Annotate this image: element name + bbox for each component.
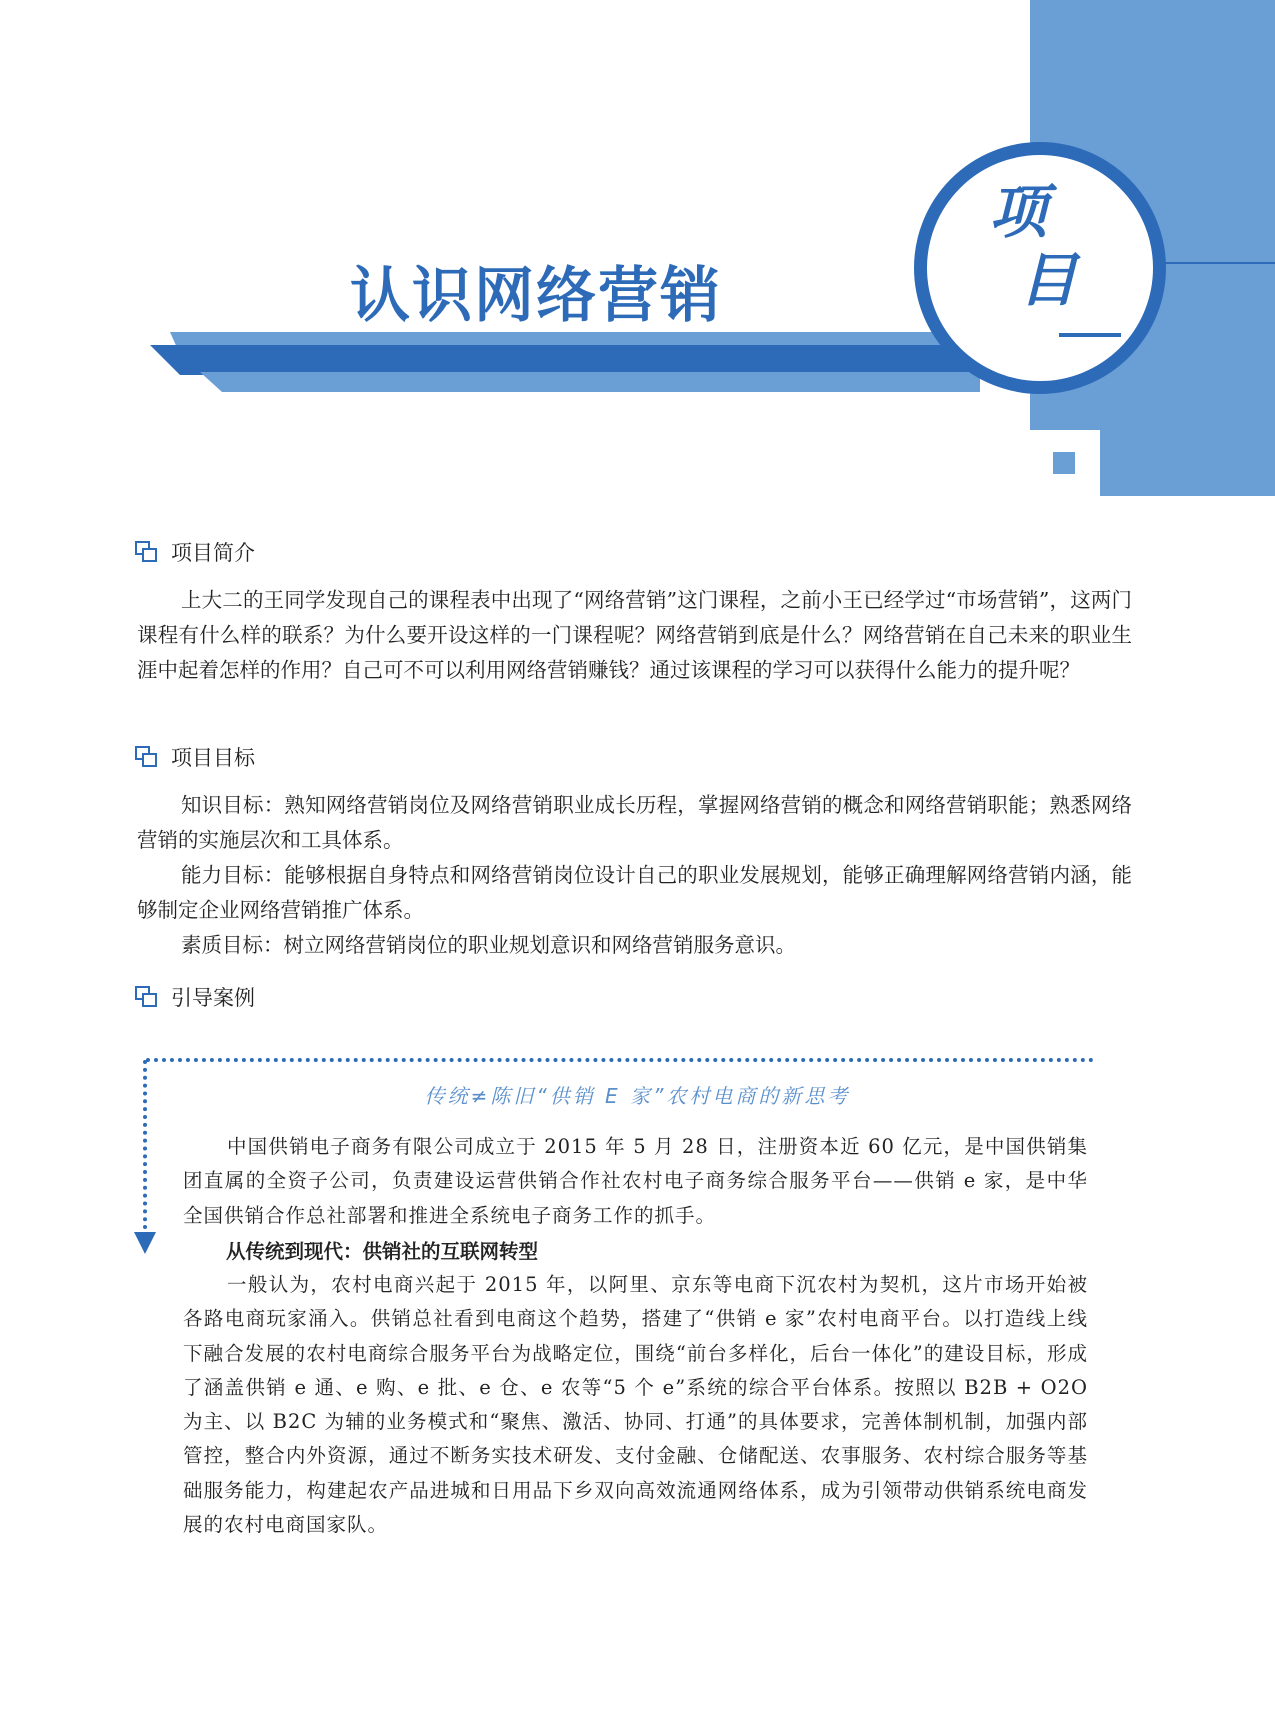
case-paragraph-1: 中国供销电子商务有限公司成立于 2015 年 5 月 28 日，注册资本近 60 亿元，是中国供销集团直属的全资子公司，负责建设运营供销合作社农村电子商务综合服务平台——供销 e 家，是中华全国供销合作总社部署和推进全系统电子商务工作的抓手。 [183, 1135, 1088, 1227]
goal-knowledge: 知识目标：熟知网络营销岗位及网络营销职业成长历程，掌握网络营销的概念和网络营销职能；熟悉网络营销的实施层次和工具体系。 [137, 793, 1132, 852]
header-right-band-lower [1100, 430, 1275, 496]
project-badge [914, 142, 1166, 394]
badge-number [1059, 333, 1121, 337]
case-subheading: 从传统到现代：供销社的互联网转型 [226, 1240, 539, 1263]
section-heading-intro [135, 537, 255, 567]
section-title: 项目目标 [171, 746, 255, 770]
badge-text-1: 项 [989, 178, 1048, 246]
case-title: 传统≠陈旧“供销 E 家”农村电商的新思考 [424, 1084, 851, 1108]
case-paragraph-2: 一般认为，农村电商兴起于 2015 年，以阿里、京东等电商下沉农村为契机，这片市场开始被各路电商玩家涌入。供销总社看到电商这个趋势，搭建了“供销 e 家”农村电商平台。以打造线上线下融合发展的农村电商综合服务平台为战略定位，围绕“前台多样化，后台一体化”的建设目标，形成了涵盖供销 e 通、e 购、e 批、e 仓、e 农等“5 个 e”系统的综合平台体系。按照以 B2B + O2O 为主、以 B2C 为辅的业务模式和“聚焦、激活、协同、打通”的具体要求，完善体制机制，加强内部管控，整合内外资源，通过不断务实技术研发、支付金融、仓储配送、农事服务、农村综合服务等基础服务能力，构建起农产品进城和日用品下乡双向高效流通网络体系，成为引领带动供销系统电商发展的农村电商国家队。 [183, 1273, 1088, 1537]
section-icon [135, 746, 159, 768]
section-title: 引导案例 [171, 986, 255, 1010]
section-icon [135, 986, 159, 1008]
decorative-square [1053, 452, 1075, 474]
goal-quality: 素质目标：树立网络营销岗位的职业规划意识和网络营销服务意识。 [181, 933, 796, 957]
section-title: 项目简介 [171, 541, 255, 565]
section-heading-case [135, 982, 255, 1012]
section-heading-goals [135, 742, 255, 772]
case-border-top [146, 1058, 1094, 1062]
goal-ability: 能力目标：能够根据自身特点和网络营销岗位设计自己的职业发展规划，能够正确理解网络营销内涵，能够制定企业网络营销推广体系。 [137, 863, 1132, 922]
badge-text-2: 目 [1019, 246, 1078, 314]
section-icon [135, 541, 159, 563]
title-stripe-light-lower [200, 372, 980, 392]
case-border-left [143, 1060, 147, 1245]
title-stripe-dark [150, 345, 990, 375]
arrow-down-icon [134, 1232, 156, 1254]
page-title: 认识网络营销 [350, 261, 722, 331]
intro-paragraph: 上大二的王同学发现自己的课程表中出现了“网络营销”这门课程，之前小王已经学过“市场营销”，这两门课程有什么样的联系？为什么要开设这样的一门课程呢？网络营销到底是什么？网络营销在自己未来的职业生涯中起着怎样的作用？自己可不可以利用网络营销赚钱？通过该课程的学习可以获得什么能力的提升呢？ [137, 588, 1132, 682]
